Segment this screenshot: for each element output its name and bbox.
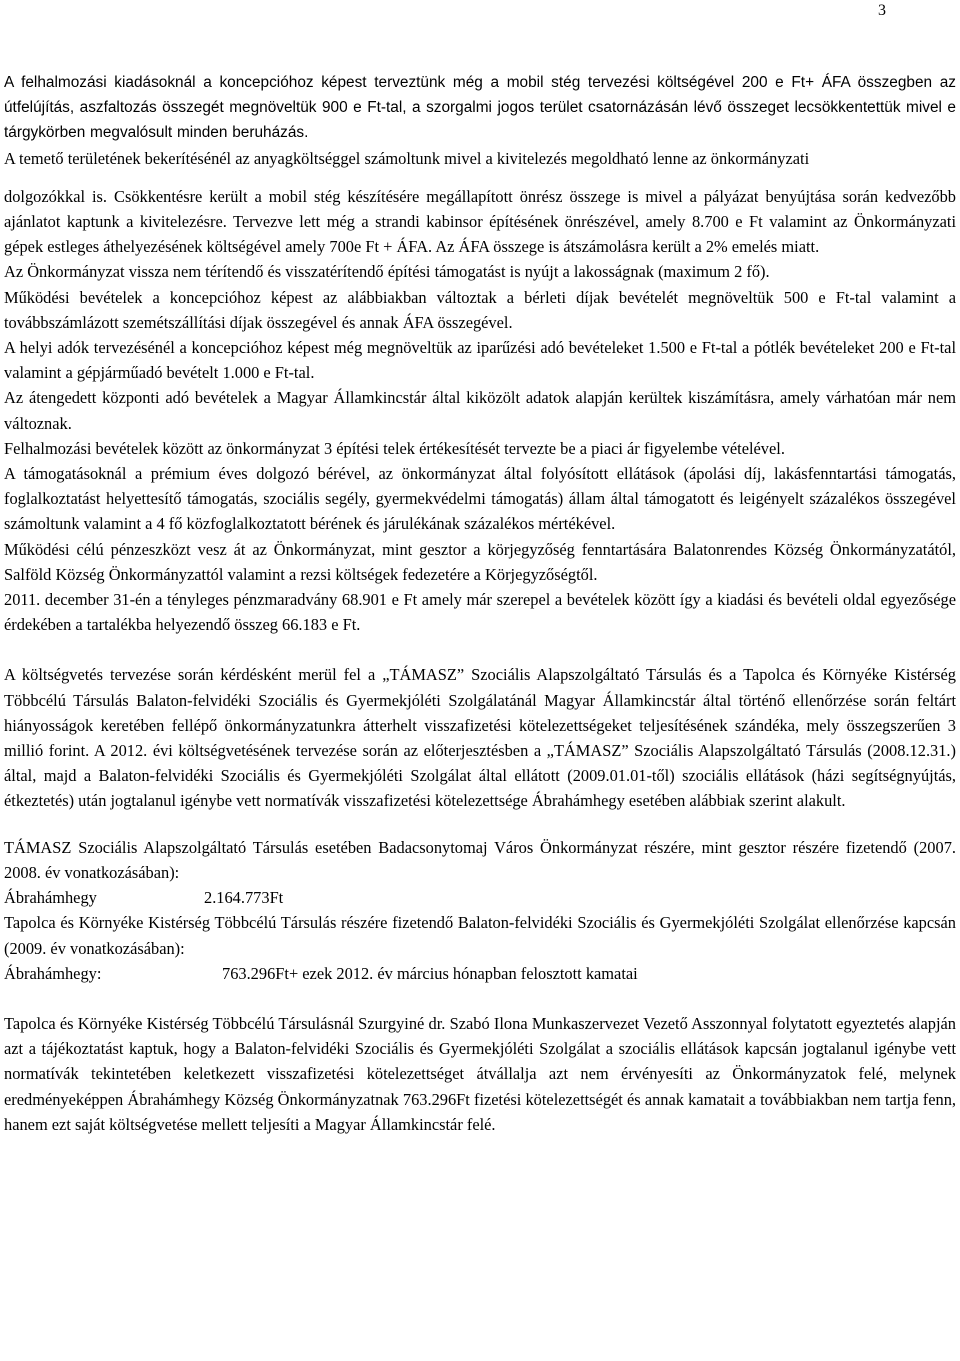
paragraph-kisterseg-tarsulas: Tapolca és Környéke Kistérség Többcélú Társulás részére fizetendő Balaton-felvidéki Szociális és Gyermekjóléti Szolgálat ellenőrzése kapcsán (2009. év vonatkozásában): [4, 913, 956, 958]
paragraph-penzmaradvany: 2011. december 31-én a tényleges pénzmaradvány 68.901 e Ft amely már szerepel a bevételek között így a kiadási és bevételi oldal egyezősége érdekében a tartalékba helyezendő összeg 66.183 e Ft. [4, 590, 956, 635]
paragraph-egyeztetes: Tapolca és Környéke Kistérség Többcélú Társulásnál Szurgyiné dr. Szabó Ilona Munkaszervezet Vezető Asszonnyal folytatott egyeztetés alapján azt a tájékoztatást kaptuk, hogy a Balaton-felvidéki Szociális és Gyermekjóléti Szolgálat a szociális ellátások kapcsán jogtalanul igénybe vett normatívák tekintetében keletkezett visszafizetési kötelezettséget átvállalja azt nem érvényesíti az Önkormányzatok felé, melynek eredményeképpen Ábrahámhegy Község Önkormányzatnak 763.296Ft fizetési kötelezettségét és annak kamatait a továbbiakban nem tartja fenn, hanem ezt saját költségvetése mellett teljesíti a Magyar Államkincstár felé. [4, 1013, 956, 1134]
paragraph-temeto: A temető területének bekerítésénél az anyagköltséggel számoltunk mivel a kivitelezés megoldható lenne az önkormányzati [4, 148, 810, 168]
paragraph-felhalmozasi-kiadasok: A felhalmozási kiadásoknál a koncepcióhoz képest terveztünk még a mobil stég tervezési költségével 200 e Ft+ ÁFA összegben az útfelújítás, aszfaltozás összegét megnöveltük 900 e Ft-tal, a szorgalmi jogos terület csatornázásán lévő összeget lecsökkentettük mivel e tárgykörben megvalósult minden beruházás. [4, 74, 956, 142]
amount-label: Ábrahámhegy [4, 888, 97, 908]
amount-value: 2.164.773Ft [204, 888, 284, 908]
paragraph-koltsegvetes-tervezese: A költségvetés tervezése során kérdésként merül fel a „TÁMASZ” Szociális Alapszolgáltató Társulás és a Tapolca és Környéke Kistérség Többcélú Társulás Balaton-felvidéki Szociális és Gyermekjóléti Szolgálatánál Magyar Államkincstár által történő ellenőrzése során feltárt hiányosságok keretében fellépő önkormányzatunkra átterhelt visszafizetési kötelezettségeket teljesítésének szándéka, mely összegszerűen 3 millió forint. A 2012. évi költségvetésének tervezése során az előterjesztésben a „TÁMASZ” Szociális Alapszolgáltató Társulás (2008.12.31.) által, majd a Balaton-felvidéki Szociális és Gyermekjóléti Szolgálat által ellátott (2009.01.01-től) szociális ellátások (házi segítségnyújtás, étkeztetés) után jogtalanul igénybe vett normatívák visszafizetési kötelezettsége Ábrahámhegy esetében alábbiak szerint alakult. [4, 665, 956, 811]
amount-row-tamasz [4, 885, 956, 910]
paragraph-mukodesi-penzeszkoz: Működési célú pénzeszközt vesz át az Önkormányzat, mint gesztor a körjegyzőség fenntartására Balatonrendes Község Önkormányzatától, Salföld Község Önkormányzattól valamint a rezsi költségek fedezetére a Körjegyzőségtől. [4, 539, 956, 584]
paragraph-atengedett-adok: Az átengedett központi adó bevételek a Magyar Államkincstár által kiközölt adatok alapján kerültek kiszámításra, amely várhatóan már nem változnak. [4, 388, 956, 433]
paragraph-tamogatasok: A támogatásoknál a prémium éves dolgozó bérével, az önkormányzat által folyósított ellátások (ápolási díj, lakásfenntartási támogatás, foglalkoztatást helyettesítő támogatás, szociális segély, gyermekvédelmi támogatás) állam által támogatott és leigényelt százalékos összegével számoltunk valamint a 4 fő közfoglalkoztatott bérének és járulékának százalékos mértékével. [4, 464, 956, 534]
paragraph-felhalmozasi-bevetelek: Felhalmozási bevételek között az önkormányzat 3 építési telek értékesítését tervezte be a piaci ár figyelembe vételével. [4, 438, 785, 458]
amount-value: 763.296Ft+ ezek 2012. év március hónapban felosztott kamatai [222, 963, 638, 983]
paragraph-epitesi-tamogatas: Az Önkormányzat vissza nem térítendő és visszatérítendő építési támogatást is nyújt a lakosságnak (maximum 2 fő). [4, 262, 770, 282]
paragraph-mukodesi-bevetelek: Működési bevételek a koncepcióhoz képest az alábbiakban változtak a bérleti díjak bevételét megnöveltük 500 e Ft-tal valamint a továbbszámlázott szemétszállítási díjak összegével és annak ÁFA összegével. [4, 287, 956, 332]
amount-label: Ábrahámhegy: [4, 963, 102, 983]
paragraph-tamasz-gesztor: TÁMASZ Szociális Alapszolgáltató Társulás esetében Badacsonytomaj Város Önkormányzat részére, mint gesztor részére fizetendő (2007. 2008. év vonatkozásában): [4, 837, 956, 882]
paragraph-csokkentes: dolgozókkal is. Csökkentésre került a mobil stég készítésére megállapított önrész összege is mivel a pályázat benyújtása során kedvezőbb ajánlatot kaptunk a kivitelezésre. Tervezve lett még a strandi kabinsor építésének önrészével, amely 8.700 e Ft valamint az Önkormányzati gépek estleges áthelyezésének költségével amely 700e Ft + ÁFA. Az ÁFA összege is átszámolásra került a 2% emelés miatt. [4, 186, 956, 257]
amount-row-kisterseg [4, 961, 956, 986]
document-body [4, 70, 956, 1137]
paragraph-helyi-adok: A helyi adók tervezésénél a koncepcióhoz képest még megnöveltük az iparűzési adó bevételeket 1.500 e Ft-tal a pótlék bevételeket 200 e Ft-tal valamint a gépjárműadó bevételt 1.000 e Ft-tal. [4, 338, 956, 383]
page-number: 3 [878, 2, 886, 19]
